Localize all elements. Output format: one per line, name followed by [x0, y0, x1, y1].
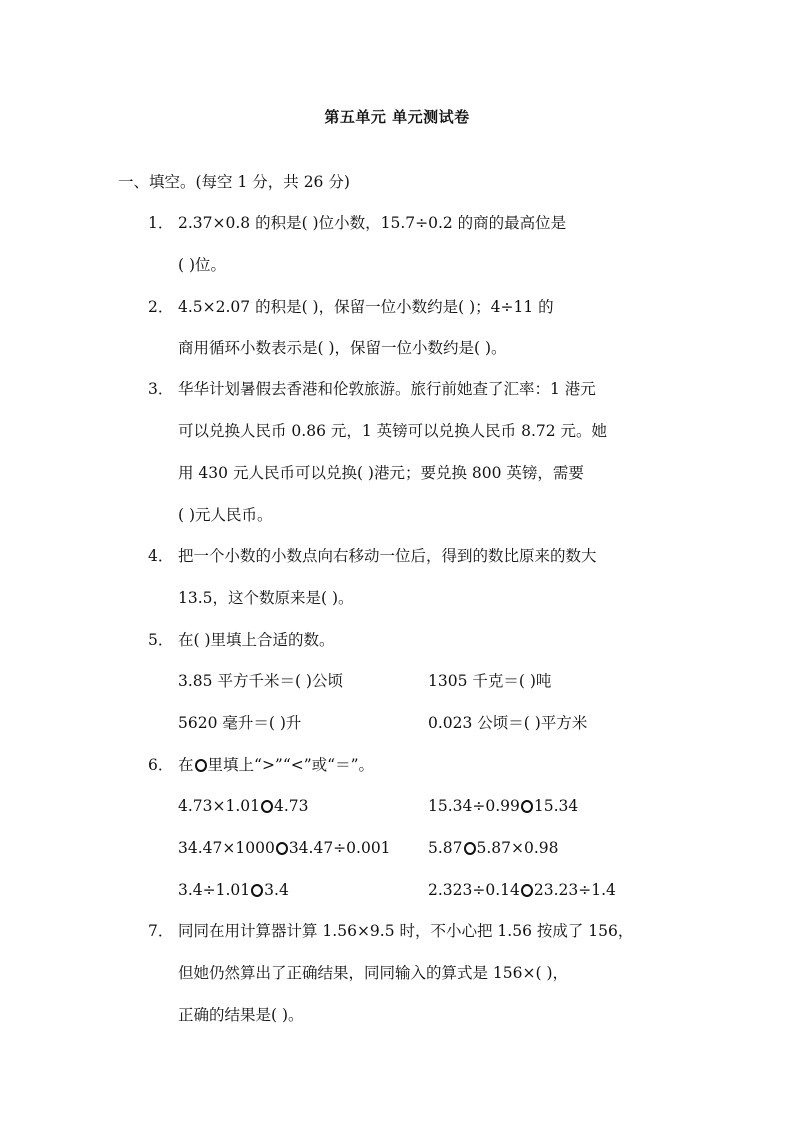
question-2-cont: 商用循环小数表示是( )，保留一位小数约是( )。 — [178, 339, 507, 357]
compare-left: 5.87 — [428, 839, 463, 857]
circle-icon[interactable] — [464, 842, 476, 855]
question-text: 同同在用计算器计算 1.56×9.5 时，不小心把 1.56 按成了 156， — [178, 922, 634, 940]
question-2 — [148, 297, 554, 317]
compare-right: 4.73 — [274, 797, 309, 815]
question-3-cont-1: 可以兑换人民币 0.86 元，1 英镑可以兑换人民币 8.72 元。她 — [178, 422, 608, 440]
question-text: 在( )里填上合适的数。 — [178, 631, 335, 649]
question-number: 2． — [148, 298, 174, 316]
question-3-cont-3: ( )元人民币。 — [178, 506, 273, 524]
circle-icon[interactable] — [276, 842, 288, 855]
question-number: 6． — [148, 756, 174, 774]
circle-icon — [195, 759, 207, 772]
compare-right: 3.4 — [264, 881, 289, 899]
question-6 — [148, 755, 374, 775]
compare-left: 34.47×1000 — [178, 839, 275, 857]
q6-row3-a — [178, 880, 289, 900]
question-text-a: 在 — [178, 756, 194, 774]
question-number: 7． — [148, 922, 174, 940]
q5-item-d: 0.023 公顷＝( )平方米 — [428, 714, 588, 732]
q6-row3-b — [428, 880, 616, 900]
compare-left: 15.34÷0.99 — [428, 797, 520, 815]
question-text: 2.37×0.8 的积是( )位小数，15.7÷0.2 的商的最高位是 — [178, 214, 567, 232]
question-7 — [148, 921, 633, 941]
circle-icon[interactable] — [251, 884, 263, 897]
page-title: 第五单元 单元测试卷 — [324, 108, 470, 126]
compare-left: 4.73×1.01 — [178, 797, 261, 815]
q6-row1-a — [178, 796, 309, 816]
compare-right: 15.34 — [533, 797, 579, 815]
circle-icon[interactable] — [261, 800, 273, 813]
compare-left: 3.4÷1.01 — [178, 881, 251, 899]
compare-right: 34.47÷0.001 — [288, 839, 391, 857]
question-3-cont-2: 用 430 元人民币可以兑换( )港元；要兑换 800 英镑，需要 — [178, 464, 584, 482]
q5-item-c: 5620 毫升＝( )升 — [178, 714, 302, 732]
q6-row2-a — [178, 838, 391, 858]
question-text: 把一个小数的小数点向右移动一位后，得到的数比原来的数大 — [178, 547, 597, 565]
q5-item-b: 1305 千克＝( )吨 — [428, 672, 552, 690]
question-5 — [148, 630, 335, 650]
section-heading: 一、填空。(每空 1 分，共 26 分) — [118, 173, 350, 191]
question-7-cont-2: 正确的结果是( )。 — [178, 1006, 304, 1024]
q6-row2-b — [428, 838, 559, 858]
circle-icon[interactable] — [521, 800, 533, 813]
question-4-cont: 13.5，这个数原来是( )。 — [178, 589, 354, 607]
question-7-cont-1: 但她仍然算出了正确结果，同同输入的算式是 156×( )， — [178, 964, 569, 982]
circle-icon[interactable] — [521, 884, 533, 897]
q6-row1-b — [428, 796, 578, 816]
question-number: 5． — [148, 631, 174, 649]
question-text: 华华计划暑假去香港和伦敦旅游。旅行前她查了汇率：1 港元 — [178, 380, 596, 398]
compare-right: 23.23÷1.4 — [533, 881, 616, 899]
q5-item-a: 3.85 平方千米＝( )公顷 — [178, 672, 343, 690]
question-text: 4.5×2.07 的积是( )，保留一位小数约是( )；4÷11 的 — [178, 298, 554, 316]
question-number: 4． — [148, 547, 174, 565]
question-number: 3． — [148, 380, 174, 398]
question-4 — [148, 546, 597, 566]
compare-left: 2.323÷0.14 — [428, 881, 520, 899]
compare-right: 5.87×0.98 — [476, 839, 559, 857]
question-1-cont: ( )位。 — [178, 256, 227, 274]
question-1 — [148, 213, 566, 233]
question-text-b: 里填上“>”“<”或“＝”。 — [207, 756, 375, 774]
question-number: 1． — [148, 214, 174, 232]
question-3 — [148, 379, 596, 399]
